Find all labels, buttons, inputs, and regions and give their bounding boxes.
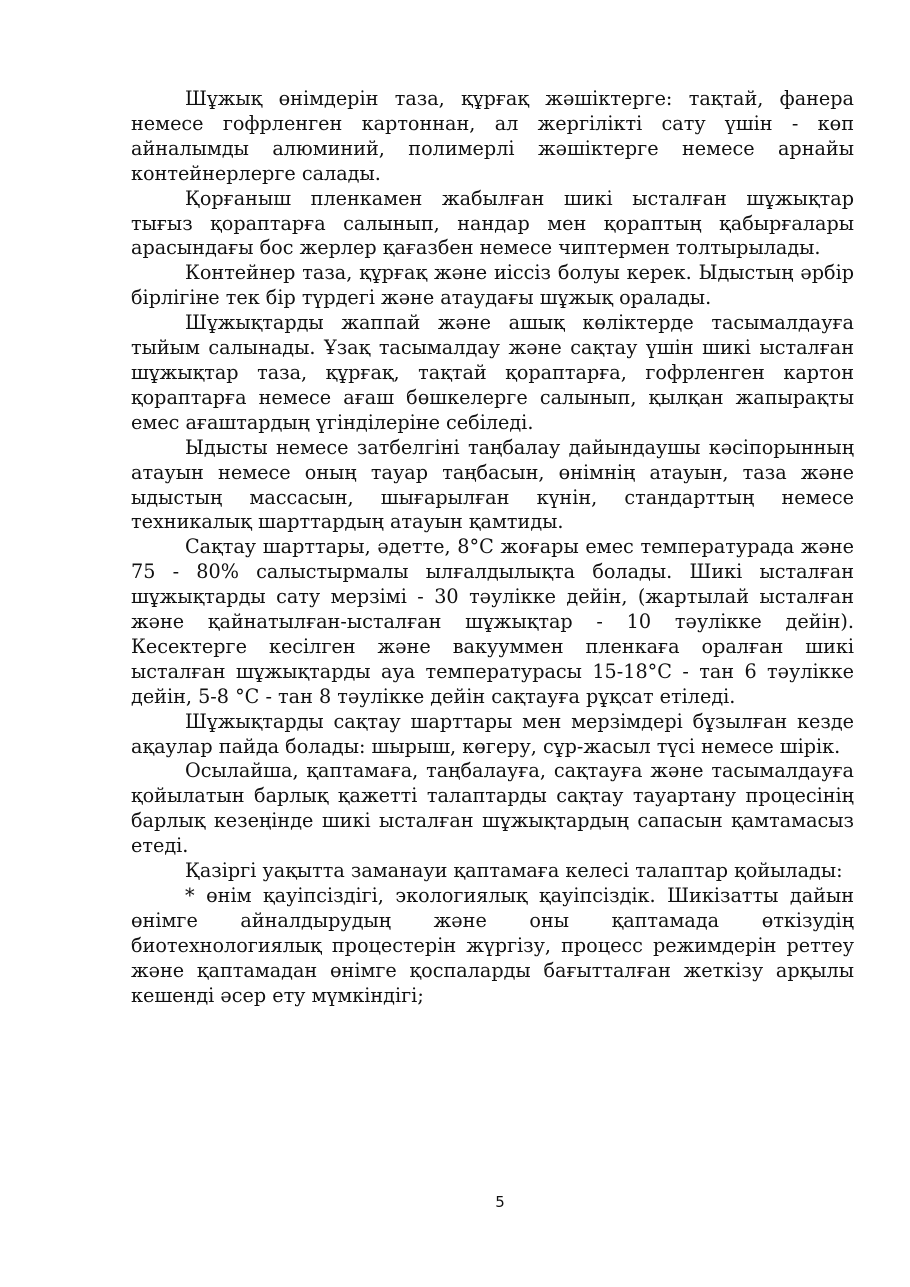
paragraph-packaging-boxes: Шұжық өнімдерін таза, құрғақ жәшіктерге: тақтай, фанера немесе гофрленген картоннан, ал жергілікті сату үшін - көп айналымды алюминий, полимерлі жәшіктерге немесе арнайы контейнерлерге салады. (131, 87, 854, 185)
paragraph-conclusion: Осылайша, қаптамаға, таңбалауға, сақтауға және тасымалдауға қойылатын барлық қажетті талаптарды сақтау тауартану процесінің барлық кезеңінде шикі ысталған шұжықтардың сапасын қамтамасыз етеді. (131, 759, 854, 858)
paragraph-modern-requirements: Қазіргі уақытта заманауи қаптамаға келесі талаптар қойылады: (185, 859, 843, 883)
document-page (131, 87, 854, 1009)
paragraph-container-requirements: Контейнер таза, құрғақ және иіссіз болуы керек. Ыдыстың әрбір бірлігіне тек бір түрдегі және атаудағы шұжық оралады. (131, 261, 854, 310)
paragraph-transportation: Шұжықтарды жаппай және ашық көліктерде тасымалдауға тыйым салынады. Ұзақ тасымалдау және сақтау үшін шикі ысталған шұжықтар таза, құрғақ, тақтай қораптарға, гофрленген картон қораптарға немесе ағаш бөшкелерге салынып, қылқан жапырақты емес ағаштардың үгінділеріне себіледі. (131, 311, 854, 434)
paragraph-defects: Шұжықтарды сақтау шарттары мен мерзімдері бұзылған кезде ақаулар пайда болады: шырыш, көгеру, сұр-жасыл түсі немесе шірік. (131, 709, 854, 758)
page-number: 5 (495, 1193, 505, 1211)
paragraph-bullet-safety: * өнім қауіпсіздігі, экологиялық қауіпсіздік. Шикізатты дайын өнімге айналдырудың және оны қаптамада өткізудің биотехнологиялық процестерін жүргізу, процесс режимдерін реттеу және қаптамадан өнімге қоспаларды бағытталған жеткізу арқылы кешенді әсер ету мүмкіндігі; (131, 884, 854, 1007)
paragraph-storage-conditions: Сақтау шарттары, әдетте, 8°С жоғары емес температурада және 75 - 80% салыстырмалы ылғалдылықта болады. Шикі ысталған шұжықтарды сату мерзімі - 30 тәулікке дейін, (жартылай ысталған және қайнатылған-ысталған шұжықтар - 10 тәулікке дейін). Кесектерге кесілген және вакууммен пленкаға оралған шикі ысталған шұжықтарды ауа температурасы 15-18°С - тан 6 тәулікке дейін, 5-8 °С - тан 8 тәулікке дейін сақтауға рұқсат етіледі. (131, 535, 854, 708)
paragraph-protective-film: Қорғаныш пленкамен жабылған шикі ысталған шұжықтар тығыз қораптарға салынып, нандар мен қораптың қабырғалары арасындағы бос жерлер қағазбен немесе чиптермен толтырылады. (131, 186, 854, 260)
paragraph-labeling: Ыдысты немесе затбелгіні таңбалау дайындаушы кәсіпорынның атауын немесе оның тауар таңбасын, өнімнің атауын, таза және ыдыстың массасын, шығарылған күнін, стандарттың немесе техникалық шарттардың атауын қамтиды. (131, 435, 854, 534)
